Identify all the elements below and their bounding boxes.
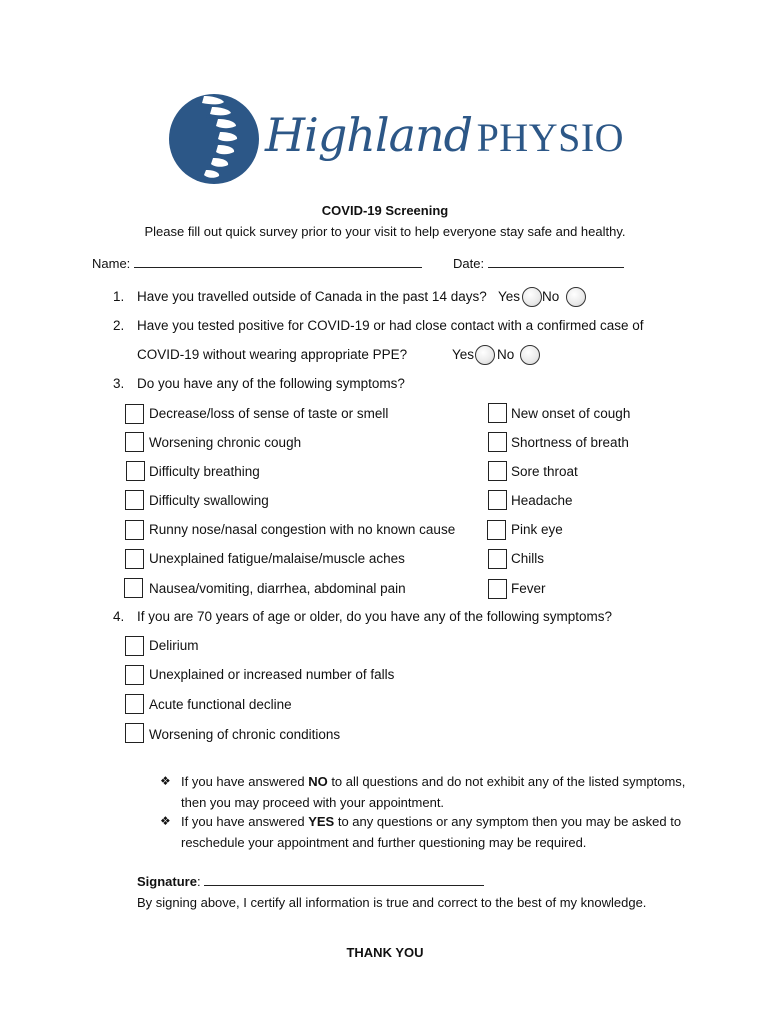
note-yes-line1 <box>181 814 681 829</box>
senior-symptom-label: Unexplained or increased number of falls <box>149 667 395 682</box>
symptom-label: Difficulty swallowing <box>149 493 269 508</box>
date-label: Date: <box>453 256 485 271</box>
brand-script-word: Highland <box>265 108 473 162</box>
symptom-label: Headache <box>511 493 573 508</box>
name-field[interactable] <box>92 256 422 271</box>
question-1-yes-label: Yes <box>498 289 521 304</box>
thank-you-text: THANK YOU <box>346 945 424 960</box>
question-1-no-radio[interactable] <box>566 287 586 307</box>
symptom-checkbox-chills[interactable] <box>488 549 507 569</box>
symptom-checkbox-headache[interactable] <box>488 490 507 510</box>
brand-name <box>265 108 624 162</box>
symptom-checkbox-breathing[interactable] <box>126 461 145 481</box>
senior-symptom-label: Delirium <box>149 638 199 653</box>
symptom-label: Runny nose/nasal congestion with no known cause <box>149 522 456 537</box>
symptom-checkbox-new-cough[interactable] <box>488 403 507 423</box>
certification-text: By signing above, I certify all information is true and correct to the best of my knowledge. <box>137 895 647 910</box>
symptom-checkbox-shortness-breath[interactable] <box>488 432 507 452</box>
signature-colon: : <box>196 874 201 889</box>
question-2-yes-label: Yes <box>452 347 475 362</box>
note-no-line1 <box>181 774 685 789</box>
date-field[interactable] <box>453 256 624 271</box>
signature-field[interactable] <box>137 874 484 889</box>
symptom-label: Shortness of breath <box>511 435 629 450</box>
symptom-label: Decrease/loss of sense of taste or smell <box>149 406 389 421</box>
symptom-checkbox-runny-nose[interactable] <box>125 520 144 540</box>
note-no-text: If you have answered <box>181 774 309 789</box>
name-input-line[interactable] <box>134 257 422 268</box>
symptom-label: Worsening chronic cough <box>149 435 302 450</box>
question-2-no-radio[interactable] <box>520 345 540 365</box>
symptom-label: Unexplained fatigue/malaise/muscle aches <box>149 551 405 566</box>
symptom-checkbox-chronic-cough[interactable] <box>125 432 144 452</box>
question-4-text: If you are 70 years of age or older, do you have any of the following symptoms? <box>137 609 613 624</box>
brand-caps-word: PHYSIO <box>476 115 625 160</box>
question-1-yes-radio[interactable] <box>522 287 542 307</box>
diamond-bullet-icon: ❖ <box>160 774 171 788</box>
note-yes-keyword: YES <box>308 814 335 829</box>
question-2-no-label: No <box>497 347 515 362</box>
symptom-label: Pink eye <box>511 522 563 537</box>
question-3-text: Do you have any of the following symptoms? <box>137 376 405 391</box>
question-2-text-line2: COVID-19 without wearing appropriate PPE? <box>137 347 408 362</box>
note-yes-text: If you have answered <box>181 814 309 829</box>
symptom-label: New onset of cough <box>511 406 631 421</box>
symptom-label: Fever <box>511 581 546 596</box>
diamond-bullet-icon: ❖ <box>160 814 171 828</box>
question-2-yes-radio[interactable] <box>475 345 495 365</box>
symptom-checkbox-taste-smell[interactable] <box>125 404 144 424</box>
symptom-checkbox-fever[interactable] <box>488 579 507 599</box>
symptom-checkbox-sore-throat[interactable] <box>488 461 507 481</box>
question-2-text-line1: Have you tested positive for COVID-19 or had close contact with a confirmed case of <box>137 318 644 333</box>
senior-symptom-checkbox-chronic-conditions[interactable] <box>125 723 144 743</box>
symptom-checkbox-nausea[interactable] <box>124 578 143 598</box>
symptom-label: Chills <box>511 551 545 566</box>
symptom-checkbox-fatigue[interactable] <box>125 549 144 569</box>
spine-circle-icon <box>168 92 260 186</box>
question-1-no-label: No <box>542 289 560 304</box>
senior-symptom-label: Acute functional decline <box>149 697 292 712</box>
question-4-number: 4. <box>113 609 125 624</box>
symptom-checkbox-swallowing[interactable] <box>125 490 144 510</box>
symptom-label: Nausea/vomiting, diarrhea, abdominal pain <box>149 581 406 596</box>
senior-symptom-label: Worsening of chronic conditions <box>149 727 341 742</box>
note-no-line2: then you may proceed with your appointment. <box>181 795 445 810</box>
page-subtitle: Please fill out quick survey prior to your visit to help everyone stay safe and healthy. <box>144 224 626 239</box>
signature-input-line[interactable] <box>204 875 484 886</box>
symptom-label: Difficulty breathing <box>149 464 260 479</box>
page-title: COVID-19 Screening <box>321 203 449 218</box>
senior-symptom-checkbox-functional-decline[interactable] <box>125 694 144 714</box>
question-3-number: 3. <box>113 376 125 391</box>
question-2-number: 2. <box>113 318 125 333</box>
question-1-text: Have you travelled outside of Canada in the past 14 days? <box>137 289 487 304</box>
name-label: Name: <box>92 256 131 271</box>
note-yes-text-end: to any questions or any symptom then you may be asked to <box>334 814 682 829</box>
question-1-number: 1. <box>113 289 125 304</box>
symptom-label: Sore throat <box>511 464 578 479</box>
note-yes-line2: reschedule your appointment and further questioning may be required. <box>181 835 587 850</box>
note-no-keyword: NO <box>308 774 328 789</box>
symptom-checkbox-pink-eye[interactable] <box>487 520 506 540</box>
signature-label: Signature <box>137 874 197 889</box>
senior-symptom-checkbox-delirium[interactable] <box>125 636 144 656</box>
senior-symptom-checkbox-falls[interactable] <box>125 665 144 685</box>
date-input-line[interactable] <box>488 257 624 268</box>
note-no-text-end: to all questions and do not exhibit any of the listed symptoms, <box>327 774 686 789</box>
